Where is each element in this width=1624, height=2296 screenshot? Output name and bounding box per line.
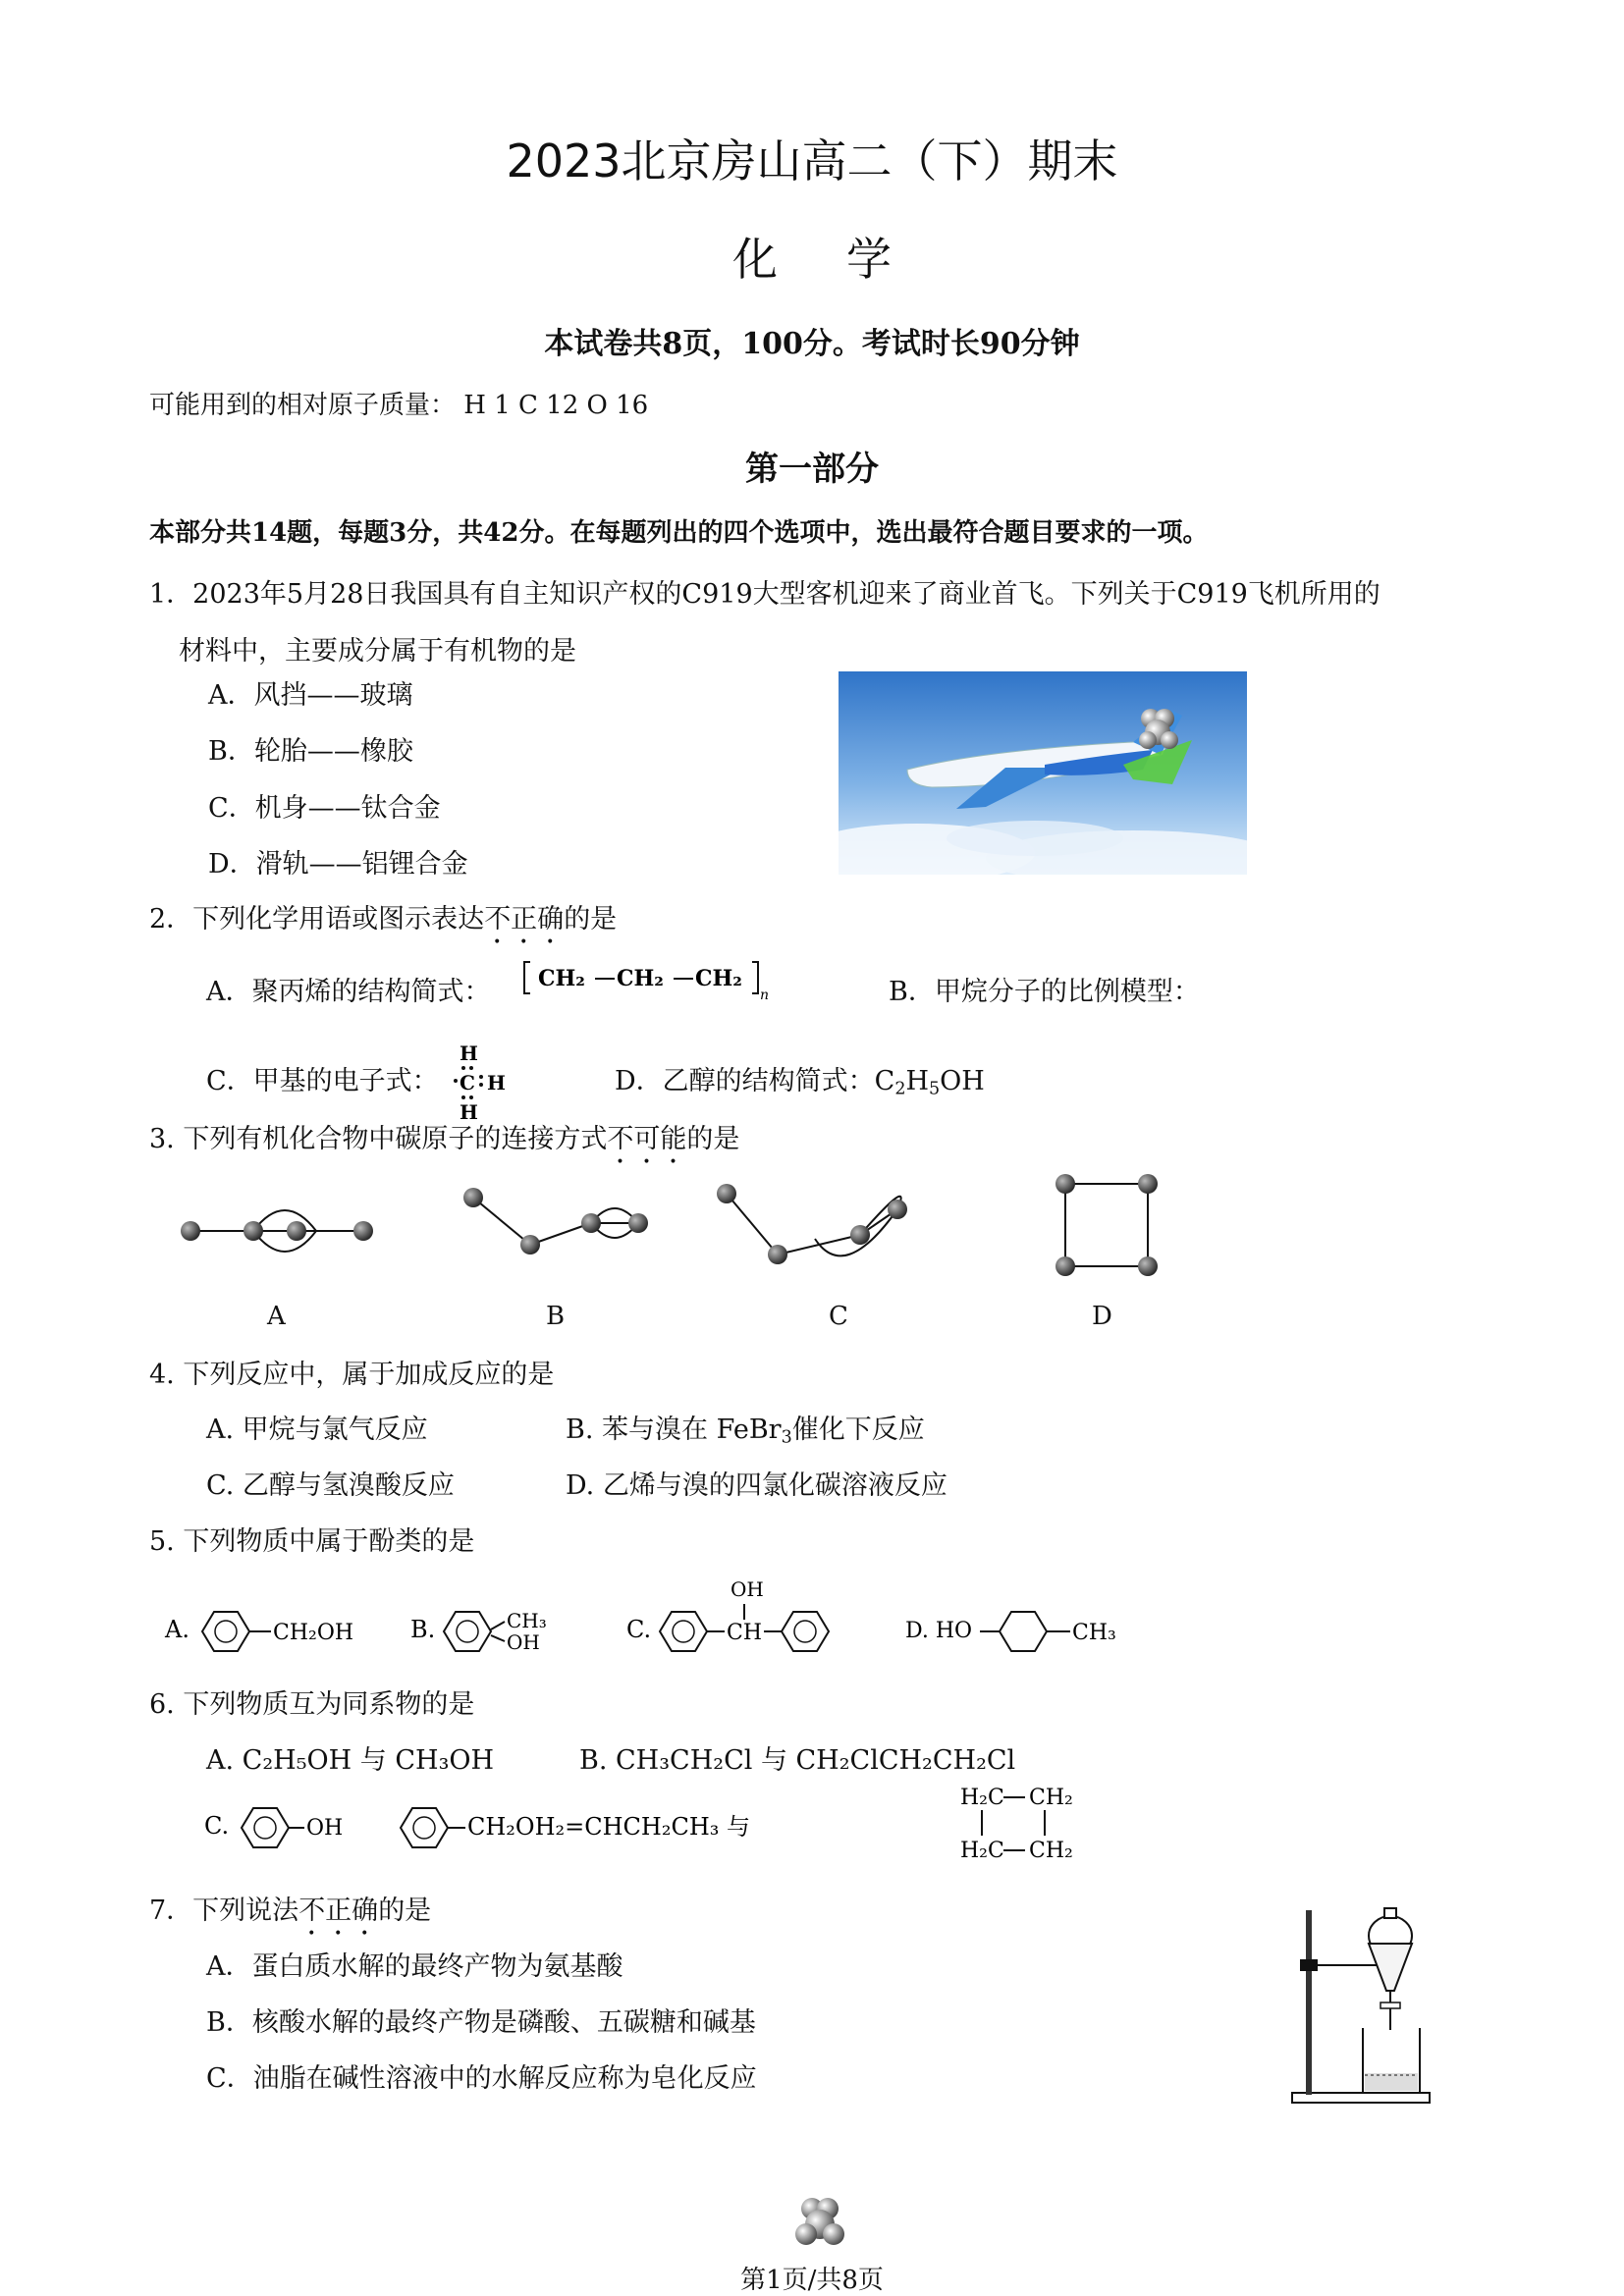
- c-center: C: [460, 1071, 475, 1095]
- cyclobutane-structure: [960, 1786, 1073, 1863]
- q5-option-b: [410, 1609, 547, 1654]
- q1-option-d: D．滑轨——铝锂合金: [208, 849, 468, 880]
- airplane-photo: [839, 671, 1247, 875]
- q4-option-a: A. 甲烷与氯气反应: [206, 1415, 428, 1445]
- q3-label-b: B: [546, 1302, 566, 1331]
- svg-text:H₂C: H₂C: [960, 1786, 1004, 1810]
- q3-label-c: C: [829, 1302, 848, 1331]
- svg-text:CH₂: CH₂: [1029, 1786, 1073, 1810]
- q4-option-b: B. 苯与溴在 FeBr$_3$催化下反应: [566, 1415, 925, 1448]
- q1-stem-line1: 1．2023年5月28日我国具有自主知识产权的C919大型客机迎来了商业首飞。下列关于C919飞机所用的: [149, 579, 1380, 610]
- q1-option-a: A．风挡——玻璃: [208, 680, 413, 711]
- q2-option-d: D．乙醇的结构简式：$C_2H_5OH$: [615, 1066, 985, 1099]
- exam-info: 本试卷共8页，100分。考试时长90分钟: [544, 327, 1080, 361]
- skeleton-a: [181, 1210, 373, 1252]
- svg-text:B.: B.: [410, 1616, 436, 1643]
- q1-option-b: B．轮胎——橡胶: [208, 736, 413, 767]
- q7-option-a: A．蛋白质水解的最终产物为氨基酸: [206, 1951, 623, 1982]
- q5-option-d: [905, 1612, 1116, 1651]
- q6-option-c: [196, 1775, 1100, 1873]
- q5-stem: 5. 下列物质中属于酚类的是: [149, 1526, 475, 1557]
- q6-option-a: A. C₂H₅OH 与 CH₃OH: [206, 1745, 495, 1776]
- unit-ch2-2: CH₂: [617, 966, 664, 991]
- subject-title: 化学: [732, 233, 960, 286]
- unit-ch2-1: CH₂: [538, 966, 585, 991]
- svg-text:CH₂: CH₂: [1029, 1839, 1073, 1863]
- q7-option-b: B．核酸水解的最终产物是磷酸、五碳糖和碱基: [206, 2007, 756, 2038]
- q3-stem: 3. 下列有机化合物中碳原子的连接方式不可能的是: [149, 1124, 740, 1154]
- q2-option-c: C．甲基的电子式：: [206, 1066, 439, 1096]
- exam-title: 2023北京房山高二（下）期末: [506, 134, 1118, 187]
- q6-stem: 6. 下列物质互为同系物的是: [149, 1689, 475, 1720]
- atomic-masses: 可能用到的相对原子质量： H 1 C 12 O 16: [149, 391, 649, 420]
- q2-option-a: A．聚丙烯的结构简式：: [206, 977, 491, 1007]
- skeleton-b: [463, 1188, 648, 1255]
- q1-option-c: C．机身——钛合金: [208, 793, 441, 824]
- q5-structures: [157, 1571, 1139, 1659]
- svg-text:C.: C.: [626, 1616, 652, 1643]
- q5-option-a: [164, 1612, 353, 1651]
- svg-text:CH₃: CH₃: [507, 1609, 547, 1632]
- svg-text:CH: CH: [727, 1621, 763, 1645]
- svg-text:D. HO: D. HO: [905, 1619, 973, 1643]
- q2-option-b: B．甲烷分子的比例模型：: [889, 977, 1200, 1007]
- separatory-funnel-apparatus: [1276, 1900, 1453, 2109]
- q4-option-d: D. 乙烯与溴的四氯化碳溶液反应: [566, 1470, 947, 1501]
- polymer-n: n: [760, 988, 770, 1003]
- page-footer: 第1页/共8页: [740, 2266, 884, 2295]
- q2-stem: 2．下列化学用语或图示表达不正确的是: [149, 904, 618, 934]
- svg-text:CH₃: CH₃: [1072, 1621, 1116, 1645]
- h-right: H: [487, 1071, 506, 1095]
- q4-stem: 4. 下列反应中，属于加成反应的是: [149, 1360, 555, 1390]
- carbon-skeletons-figure: [167, 1174, 1178, 1297]
- polypropylene-formula: [518, 948, 774, 1007]
- methyl-electron-formula: [448, 1041, 516, 1123]
- q1-stem-line2: 材料中，主要成分属于有机物的是: [179, 636, 576, 667]
- q3-label-a: A: [267, 1302, 286, 1331]
- q7-stem: 7．下列说法不正确的是: [149, 1896, 432, 1926]
- skeleton-d: [1056, 1174, 1158, 1276]
- svg-text:H₂C: H₂C: [960, 1839, 1004, 1863]
- q3-label-d: D: [1092, 1302, 1112, 1331]
- q5-option-c: [626, 1577, 829, 1651]
- methane-model-icon: [790, 2195, 849, 2250]
- phenol-oh: OH: [306, 1816, 344, 1841]
- h-bottom: H: [460, 1100, 478, 1123]
- q4-option-c: C. 乙醇与氢溴酸反应: [206, 1470, 455, 1501]
- svg-text:OH: OH: [507, 1630, 540, 1654]
- benzyl-group: CH₂OH₂=CHCH₂CH₃ 与: [467, 1813, 750, 1841]
- q6-option-b: B. CH₃CH₂Cl 与 CH₂ClCH₂CH₂Cl: [579, 1745, 1016, 1776]
- q6-c-label: C.: [204, 1812, 230, 1840]
- svg-text:CH₂OH: CH₂OH: [273, 1621, 354, 1645]
- h-top: H: [460, 1041, 478, 1065]
- svg-text:A.: A.: [165, 1616, 189, 1643]
- q7-option-c: C．油脂在碱性溶液中的水解反应称为皂化反应: [206, 2063, 757, 2094]
- part-heading: 第一部分: [745, 450, 879, 489]
- part-instructions: 本部分共14题，每题3分，共42分。在每题列出的四个选项中，选出最符合题目要求的一项。: [149, 518, 1209, 548]
- svg-text:OH: OH: [731, 1577, 764, 1601]
- unit-ch2-3: CH₂: [695, 966, 742, 991]
- skeleton-c: [717, 1184, 907, 1264]
